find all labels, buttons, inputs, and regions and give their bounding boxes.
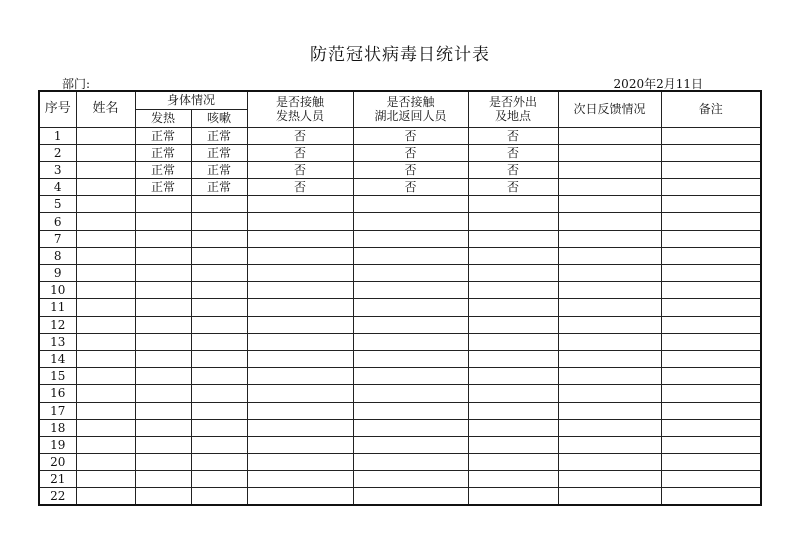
travel-cell — [468, 471, 558, 488]
name-cell — [76, 419, 135, 436]
remarks-cell — [661, 127, 761, 144]
remarks-cell — [661, 350, 761, 367]
contact-fever-cell: 否 — [247, 127, 353, 144]
table-row — [39, 282, 761, 299]
remarks-cell — [661, 333, 761, 350]
header-travel-line2: 及地点 — [494, 109, 531, 124]
contact-fever-cell — [247, 265, 353, 282]
name-cell — [76, 144, 135, 161]
remarks-cell — [661, 213, 761, 230]
header-contact-fever-line2: 发热人员 — [275, 109, 324, 124]
cough-cell — [191, 471, 247, 488]
feedback-cell — [558, 265, 661, 282]
contact-fever-cell — [247, 436, 353, 453]
travel-cell — [468, 247, 558, 264]
name-cell — [76, 471, 135, 488]
remarks-cell — [661, 471, 761, 488]
contact-fever-cell — [247, 196, 353, 213]
travel-cell — [468, 230, 558, 247]
fever-cell — [135, 436, 191, 453]
feedback-cell — [558, 161, 661, 178]
cough-cell: 正常 — [191, 161, 247, 178]
remarks-cell — [661, 179, 761, 196]
table-row — [39, 488, 761, 505]
seq-cell: 8 — [39, 247, 76, 264]
feedback-cell — [558, 213, 661, 230]
fever-cell — [135, 316, 191, 333]
name-cell — [76, 368, 135, 385]
table-row — [39, 127, 761, 144]
name-cell — [76, 127, 135, 144]
contact-hubei-cell — [353, 213, 468, 230]
fever-cell — [135, 350, 191, 367]
seq-cell: 22 — [39, 488, 76, 505]
travel-cell: 否 — [468, 179, 558, 196]
cough-cell — [191, 368, 247, 385]
contact-hubei-cell — [353, 471, 468, 488]
name-cell — [76, 454, 135, 471]
table-row — [39, 179, 761, 196]
contact-fever-cell: 否 — [247, 179, 353, 196]
contact-hubei-cell — [353, 333, 468, 350]
table-row — [39, 471, 761, 488]
contact-hubei-cell: 否 — [353, 127, 468, 144]
contact-hubei-cell — [353, 402, 468, 419]
header-contact-fever-line1: 是否接触 — [275, 95, 324, 110]
header-fever: 发热 — [135, 109, 191, 127]
contact-fever-cell — [247, 247, 353, 264]
fever-cell — [135, 282, 191, 299]
cough-cell — [191, 316, 247, 333]
name-cell — [76, 265, 135, 282]
cough-cell — [191, 265, 247, 282]
table-body — [39, 127, 761, 505]
contact-hubei-cell — [353, 230, 468, 247]
seq-cell: 21 — [39, 471, 76, 488]
cough-cell — [191, 282, 247, 299]
cough-cell — [191, 454, 247, 471]
table-row — [39, 299, 761, 316]
contact-hubei-cell — [353, 368, 468, 385]
contact-hubei-cell: 否 — [353, 161, 468, 178]
contact-fever-cell — [247, 213, 353, 230]
feedback-cell — [558, 333, 661, 350]
travel-cell — [468, 333, 558, 350]
remarks-cell — [661, 488, 761, 505]
header-feedback: 次日反馈情况 — [558, 91, 661, 127]
travel-cell — [468, 454, 558, 471]
fever-cell — [135, 265, 191, 282]
contact-hubei-cell — [353, 454, 468, 471]
table-row — [39, 316, 761, 333]
cough-cell: 正常 — [191, 127, 247, 144]
travel-cell — [468, 265, 558, 282]
travel-cell: 否 — [468, 127, 558, 144]
name-cell — [76, 230, 135, 247]
feedback-cell — [558, 436, 661, 453]
contact-fever-cell — [247, 488, 353, 505]
fever-cell — [135, 419, 191, 436]
contact-hubei-cell — [353, 299, 468, 316]
header-name: 姓名 — [76, 91, 135, 127]
header-travel-line1: 是否外出 — [488, 95, 537, 110]
name-cell — [76, 385, 135, 402]
cough-cell — [191, 230, 247, 247]
contact-fever-cell — [247, 385, 353, 402]
travel-cell — [468, 419, 558, 436]
seq-cell: 13 — [39, 333, 76, 350]
fever-cell: 正常 — [135, 161, 191, 178]
header-cough: 咳嗽 — [191, 109, 247, 127]
feedback-cell — [558, 368, 661, 385]
cough-cell — [191, 385, 247, 402]
fever-cell — [135, 196, 191, 213]
remarks-cell — [661, 282, 761, 299]
remarks-cell — [661, 161, 761, 178]
cough-cell: 正常 — [191, 179, 247, 196]
feedback-cell — [558, 230, 661, 247]
fever-cell — [135, 299, 191, 316]
cough-cell — [191, 402, 247, 419]
name-cell — [76, 213, 135, 230]
travel-cell — [468, 385, 558, 402]
contact-hubei-cell — [353, 385, 468, 402]
name-cell — [76, 402, 135, 419]
cough-cell: 正常 — [191, 144, 247, 161]
remarks-cell — [661, 385, 761, 402]
header-health: 身体情况 — [135, 91, 247, 109]
contact-hubei-cell — [353, 282, 468, 299]
travel-cell — [468, 368, 558, 385]
seq-cell: 17 — [39, 402, 76, 419]
cough-cell — [191, 350, 247, 367]
feedback-cell — [558, 471, 661, 488]
contact-fever-cell — [247, 419, 353, 436]
feedback-cell — [558, 247, 661, 264]
contact-hubei-cell — [353, 419, 468, 436]
feedback-cell — [558, 299, 661, 316]
remarks-cell — [661, 436, 761, 453]
remarks-cell — [661, 247, 761, 264]
name-cell — [76, 179, 135, 196]
seq-cell: 14 — [39, 350, 76, 367]
header-contact-hubei — [353, 91, 468, 127]
department-label: 部门: — [62, 77, 91, 91]
travel-cell — [468, 436, 558, 453]
fever-cell — [135, 402, 191, 419]
seq-cell: 6 — [39, 213, 76, 230]
fever-cell: 正常 — [135, 179, 191, 196]
seq-cell: 20 — [39, 454, 76, 471]
header-contact-hubei-line1: 是否接触 — [386, 95, 435, 110]
contact-fever-cell: 否 — [247, 161, 353, 178]
seq-cell: 15 — [39, 368, 76, 385]
remarks-cell — [661, 316, 761, 333]
fever-cell: 正常 — [135, 144, 191, 161]
feedback-cell — [558, 179, 661, 196]
name-cell — [76, 161, 135, 178]
contact-fever-cell — [247, 316, 353, 333]
table-row — [39, 402, 761, 419]
seq-cell: 10 — [39, 282, 76, 299]
contact-hubei-cell — [353, 488, 468, 505]
remarks-cell — [661, 454, 761, 471]
remarks-cell — [661, 368, 761, 385]
contact-hubei-cell — [353, 316, 468, 333]
cough-cell — [191, 488, 247, 505]
contact-fever-cell — [247, 471, 353, 488]
remarks-cell — [661, 402, 761, 419]
travel-cell — [468, 196, 558, 213]
seq-cell: 5 — [39, 196, 76, 213]
cough-cell — [191, 299, 247, 316]
cough-cell — [191, 196, 247, 213]
contact-fever-cell — [247, 350, 353, 367]
table-header — [39, 91, 761, 127]
travel-cell — [468, 299, 558, 316]
cough-cell — [191, 247, 247, 264]
cough-cell — [191, 213, 247, 230]
seq-cell: 3 — [39, 161, 76, 178]
name-cell — [76, 299, 135, 316]
fever-cell: 正常 — [135, 127, 191, 144]
contact-fever-cell — [247, 299, 353, 316]
feedback-cell — [558, 127, 661, 144]
remarks-cell — [661, 299, 761, 316]
header-remarks: 备注 — [661, 91, 761, 127]
contact-hubei-cell — [353, 436, 468, 453]
fever-cell — [135, 333, 191, 350]
fever-cell — [135, 247, 191, 264]
header-travel — [468, 91, 558, 127]
name-cell — [76, 436, 135, 453]
table-row — [39, 213, 761, 230]
fever-cell — [135, 385, 191, 402]
table-row — [39, 385, 761, 402]
contact-fever-cell — [247, 282, 353, 299]
feedback-cell — [558, 402, 661, 419]
name-cell — [76, 350, 135, 367]
table-row — [39, 144, 761, 161]
contact-hubei-cell — [353, 265, 468, 282]
travel-cell — [468, 282, 558, 299]
table-row — [39, 436, 761, 453]
report-date: 2020年2月11日 — [613, 77, 703, 91]
contact-hubei-cell — [353, 247, 468, 264]
seq-cell: 2 — [39, 144, 76, 161]
seq-cell: 11 — [39, 299, 76, 316]
table-row — [39, 265, 761, 282]
seq-cell: 1 — [39, 127, 76, 144]
seq-cell: 19 — [39, 436, 76, 453]
contact-fever-cell — [247, 402, 353, 419]
seq-cell: 12 — [39, 316, 76, 333]
feedback-cell — [558, 144, 661, 161]
remarks-cell — [661, 419, 761, 436]
table-row — [39, 333, 761, 350]
feedback-cell — [558, 282, 661, 299]
name-cell — [76, 488, 135, 505]
header-contact-hubei-line2: 湖北返回人员 — [374, 109, 447, 124]
statistics-table — [38, 90, 762, 506]
fever-cell — [135, 230, 191, 247]
remarks-cell — [661, 144, 761, 161]
table-row — [39, 419, 761, 436]
feedback-cell — [558, 488, 661, 505]
table-row — [39, 230, 761, 247]
feedback-cell — [558, 196, 661, 213]
contact-fever-cell — [247, 368, 353, 385]
header-contact-fever — [247, 91, 353, 127]
contact-hubei-cell — [353, 350, 468, 367]
fever-cell — [135, 471, 191, 488]
feedback-cell — [558, 419, 661, 436]
seq-cell: 18 — [39, 419, 76, 436]
table-row — [39, 161, 761, 178]
contact-fever-cell — [247, 333, 353, 350]
fever-cell — [135, 488, 191, 505]
table-row — [39, 247, 761, 264]
cough-cell — [191, 333, 247, 350]
feedback-cell — [558, 350, 661, 367]
contact-fever-cell: 否 — [247, 144, 353, 161]
remarks-cell — [661, 265, 761, 282]
contact-fever-cell — [247, 230, 353, 247]
travel-cell — [468, 402, 558, 419]
travel-cell: 否 — [468, 144, 558, 161]
feedback-cell — [558, 454, 661, 471]
contact-hubei-cell: 否 — [353, 144, 468, 161]
table-row — [39, 454, 761, 471]
contact-hubei-cell: 否 — [353, 179, 468, 196]
page-title: 防范冠状病毒日统计表 — [310, 45, 490, 65]
travel-cell — [468, 316, 558, 333]
seq-cell: 16 — [39, 385, 76, 402]
travel-cell — [468, 350, 558, 367]
seq-cell: 7 — [39, 230, 76, 247]
name-cell — [76, 282, 135, 299]
name-cell — [76, 316, 135, 333]
feedback-cell — [558, 316, 661, 333]
contact-hubei-cell — [353, 196, 468, 213]
remarks-cell — [661, 230, 761, 247]
name-cell — [76, 333, 135, 350]
fever-cell — [135, 213, 191, 230]
cough-cell — [191, 419, 247, 436]
header-seq: 序号 — [39, 91, 76, 127]
table-row — [39, 368, 761, 385]
seq-cell: 9 — [39, 265, 76, 282]
fever-cell — [135, 454, 191, 471]
name-cell — [76, 196, 135, 213]
cough-cell — [191, 436, 247, 453]
seq-cell: 4 — [39, 179, 76, 196]
table-row — [39, 196, 761, 213]
contact-fever-cell — [247, 454, 353, 471]
feedback-cell — [558, 385, 661, 402]
name-cell — [76, 247, 135, 264]
fever-cell — [135, 368, 191, 385]
table-row — [39, 350, 761, 367]
travel-cell — [468, 213, 558, 230]
travel-cell: 否 — [468, 161, 558, 178]
travel-cell — [468, 488, 558, 505]
remarks-cell — [661, 196, 761, 213]
